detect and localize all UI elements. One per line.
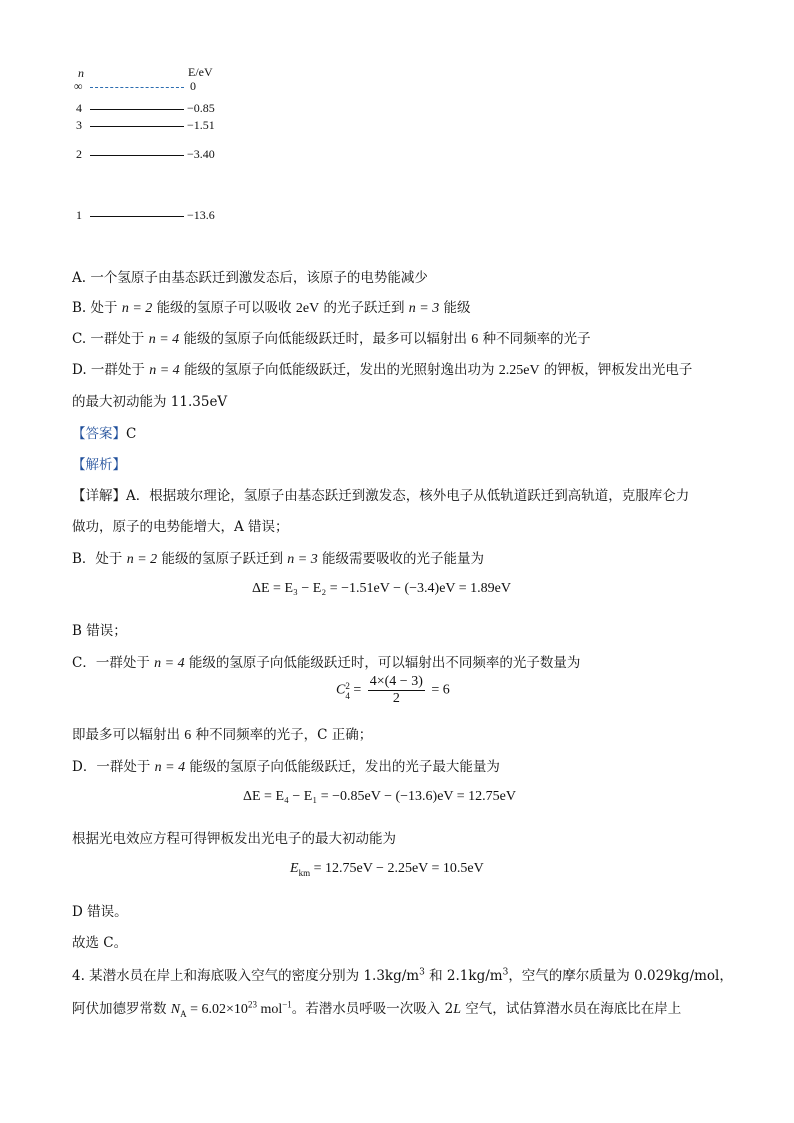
option-d-text-3: 的钾板，钾板发出光电子 xyxy=(543,362,693,378)
level-e-3: −1.51 xyxy=(187,118,215,132)
equation-2: C 2 4 = $\frac{4\times(4 - 3)}{2}$ = 6 xyxy=(336,674,450,706)
option-b-text-3: 的光子跃迁到 xyxy=(323,300,405,316)
answer-label: 【答案】 xyxy=(72,426,126,442)
option-c-text-3: 种不同频率的光子 xyxy=(482,331,591,347)
level-e-1: −13.6 xyxy=(187,208,215,222)
equation-2-sub: 4 xyxy=(345,690,350,701)
level-line-inf xyxy=(90,87,184,88)
equation-2-numerator: 4×(4 − 3) xyxy=(369,674,423,689)
q4-na-sub: A xyxy=(180,1008,187,1019)
option-b-n2: n = 3 xyxy=(408,301,440,316)
level-n-1: 1 xyxy=(76,208,82,222)
level-n-inf: ∞ xyxy=(74,79,83,93)
q4-line-1-c: ，空气的摩尔质量为 0.029kg/mol， xyxy=(508,968,733,984)
level-line-2 xyxy=(90,155,184,156)
detail-c-n: n = 4 xyxy=(154,656,185,671)
detail-b-text-3: 能级需要吸收的光子能量为 xyxy=(322,551,485,567)
option-d xyxy=(72,358,692,379)
answer xyxy=(72,422,136,442)
option-d-text-2: 能级的氢原子向低能级跃迁，发出的光照射逸出功为 xyxy=(183,362,495,378)
option-b xyxy=(72,296,471,317)
option-d-line2: 的最大初动能为 11.35eV xyxy=(72,394,228,410)
equation-4-sub: km xyxy=(298,867,311,878)
q4-na: N xyxy=(170,1002,181,1017)
detail-d-text-3: 根据光电效应方程可得钾板发出光电子的最大初动能为 xyxy=(72,831,396,847)
detail-d-text-2: 能级的氢原子向低能级跃迁，发出的光子最大能量为 xyxy=(189,759,500,775)
energy-axis-label: E/eV xyxy=(188,65,213,79)
option-d-value: 2.25eV xyxy=(498,363,540,378)
level-line-3 xyxy=(90,126,184,127)
n-axis-label: n xyxy=(78,66,84,80)
detail-d xyxy=(72,755,500,776)
detail-b-n2: n = 3 xyxy=(287,552,318,567)
option-c-text-2: 能级的氢原子向低能级跃迁时，最多可以辐射出 xyxy=(183,331,467,347)
detail-b-text-1: B．处于 xyxy=(72,551,123,567)
level-n-3: 3 xyxy=(76,118,82,132)
option-c-text-1: C. 一群处于 xyxy=(72,331,145,347)
equation-4-e: E xyxy=(290,861,299,876)
option-d-text-1: D. 一群处于 xyxy=(72,362,145,378)
equation-2-sup: 2 xyxy=(345,680,350,691)
q4-na-unit: mol xyxy=(256,1002,283,1017)
detail-c-text-2: 能级的氢原子向低能级跃迁时，可以辐射出不同频率的光子数量为 xyxy=(188,655,581,671)
level-n-2: 2 xyxy=(76,147,82,161)
level-e-4: −0.85 xyxy=(187,101,215,115)
detail-c xyxy=(72,651,580,672)
detail-b-n1: n = 2 xyxy=(126,552,158,567)
option-c xyxy=(72,327,591,348)
level-line-4 xyxy=(90,109,184,110)
q4-line-2-b: 。若潜水员呼吸一次吸入 2 xyxy=(291,1001,454,1017)
equation-1: ΔE = E₃ − E₂ = −1.51eV − (−3.4)eV = 1.89eV xyxy=(252,581,511,596)
equation-3: ΔE = E₄ − E₁ = −0.85eV − (−13.6)eV = 12.75eV xyxy=(243,789,516,804)
detail-c-result xyxy=(72,723,372,744)
detail-line-1: 【详解】A．根据玻尔理论，氢原子由基态跃迁到激发态，核外电子从低轨道跃迁到高轨道，克服库仑力 xyxy=(72,488,690,504)
equation-2-rhs: = 6 xyxy=(431,682,450,698)
detail-b-wrong: B 错误； xyxy=(72,623,127,639)
q4-line-1-sup1: 3 xyxy=(419,967,425,978)
q4-na-exp: 23 xyxy=(247,999,257,1010)
q4-line-1-b: 和 2.1kg/m xyxy=(424,968,503,984)
option-b-n1: n = 2 xyxy=(121,301,153,316)
level-e-2: −3.40 xyxy=(187,147,215,161)
option-b-value: 2eV xyxy=(295,301,320,316)
answer-value: C xyxy=(126,426,137,442)
option-d-n: n = 4 xyxy=(149,363,180,378)
detail-d-n: n = 4 xyxy=(154,760,186,775)
level-line-1 xyxy=(90,216,184,217)
option-c-num: 6 xyxy=(471,332,479,347)
detail-line-2: 做功，原子的电势能增大，A 错误； xyxy=(72,519,289,535)
q4-line-1-sup2: 3 xyxy=(502,967,509,978)
option-c-n: n = 4 xyxy=(148,332,180,347)
detail-c-result-text-2: 种不同频率的光子，C 正确； xyxy=(195,727,373,743)
equation-2-c: C xyxy=(336,682,346,698)
option-b-text-2: 能级的氢原子可以吸收 xyxy=(156,300,292,316)
q4-line-2 xyxy=(72,997,681,1019)
analysis-label: 【解析】 xyxy=(72,457,126,473)
q4-liter: L xyxy=(453,1002,461,1017)
equation-4 xyxy=(290,861,484,878)
detail-c-result-text-1: 即最多可以辐射出 xyxy=(72,727,180,743)
equation-4-rest: = 12.75eV − 2.25eV = 10.5eV xyxy=(313,861,484,876)
level-n-4: 4 xyxy=(76,101,82,115)
detail-c-text-1: C．一群处于 xyxy=(72,655,150,671)
level-e-inf: 0 xyxy=(190,79,196,93)
option-b-text-1: B. 处于 xyxy=(72,300,118,316)
q4-na-value: = 6.02×10 xyxy=(186,1002,248,1017)
q4-na-unit-exp: −1 xyxy=(282,999,292,1010)
equation-2-denominator: 2 xyxy=(392,691,400,706)
detail-b xyxy=(72,547,484,568)
choose-answer: 故选 C。 xyxy=(72,935,128,951)
detail-c-result-num: 6 xyxy=(184,728,192,743)
q4-line-1-a: 4. 某潜水员在岸上和海底吸入空气的密度分别为 1.3kg/m xyxy=(72,968,420,984)
detail-d-text-1: D．一群处于 xyxy=(72,759,151,775)
q4-line-2-c: 空气，试估算潜水员在海底比在岸上 xyxy=(460,1001,682,1017)
detail-d-wrong: D 错误。 xyxy=(72,904,128,920)
q4-line-2-a: 阿伏加德罗常数 xyxy=(72,1001,167,1017)
equation-2-fraction xyxy=(368,674,425,707)
option-a: A. 一个氢原子由基态跃迁到激发态后，该原子的电势能减少 xyxy=(72,270,428,286)
q4-line-1 xyxy=(72,964,733,984)
detail-b-text-2: 能级的氢原子跃迁到 xyxy=(161,551,283,567)
option-b-text-4: 能级 xyxy=(443,300,471,316)
